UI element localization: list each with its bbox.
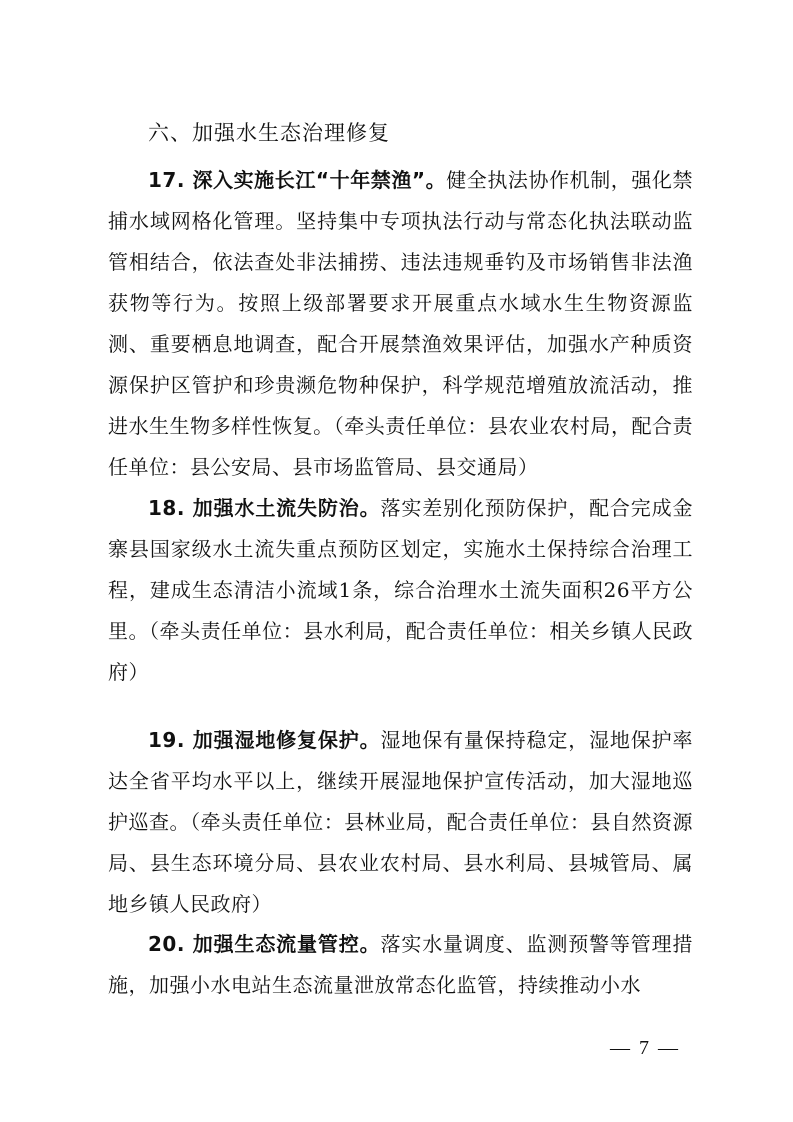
item-18-body: 落实差别化预防保护，配合完成金寨县国家级水土流失重点预防区划定，实施水土保持综合治理工程，建成生态清洁小流域1条，综合治理水土流失面积26平方公里。（牵头责任单位：县水利局，配合责任单位：相关乡镇人民政府） [108,496,693,684]
item-18-paragraph [108,488,693,693]
item-20-paragraph [108,924,693,1006]
item-17-title: 17. 深入实施长江“十年禁渔”。 [148,168,447,192]
item-20-title: 20. 加强生态流量管控。 [148,932,381,956]
page-number: — 7 — [610,1037,680,1059]
item-17-paragraph [108,160,693,488]
item-20-body: 落实水量调度、监测预警等管理措施，加强小水电站生态流量泄放常态化监管，持续推动小水 [108,932,693,997]
item-19-title: 19. 加强湿地修复保护。 [148,728,381,752]
item-19-paragraph [108,720,693,925]
item-18-title: 18. 加强水土流失防治。 [148,496,381,520]
item-17-body: 健全执法协作机制，强化禁捕水域网格化管理。坚持集中专项执法行动与常态化执法联动监管相结合，依法查处非法捕捞、违法违规垂钓及市场销售非法渔获物等行为。按照上级部署要求开展重点水域水生生物资源监测、重要栖息地调查，配合开展禁渔效果评估，加强水产种质资源保护区管护和珍贵濒危物种保护，科学规范增殖放流活动，推进水生生物多样性恢复。（牵头责任单位：县农业农村局，配合责任单位：县公安局、县市场监管局、县交通局） [108,168,694,479]
section-heading: 六、加强水生态治理修复 [148,121,390,145]
item-19-body: 湿地保有量保持稳定，湿地保护率达全省平均水平以上，继续开展湿地保护宣传活动，加大湿地巡护巡查。（牵头责任单位：县林业局，配合责任单位：县自然资源局、县生态环境分局、县农业农村局、县水利局、县城管局、属地乡镇人民政府） [108,728,693,916]
